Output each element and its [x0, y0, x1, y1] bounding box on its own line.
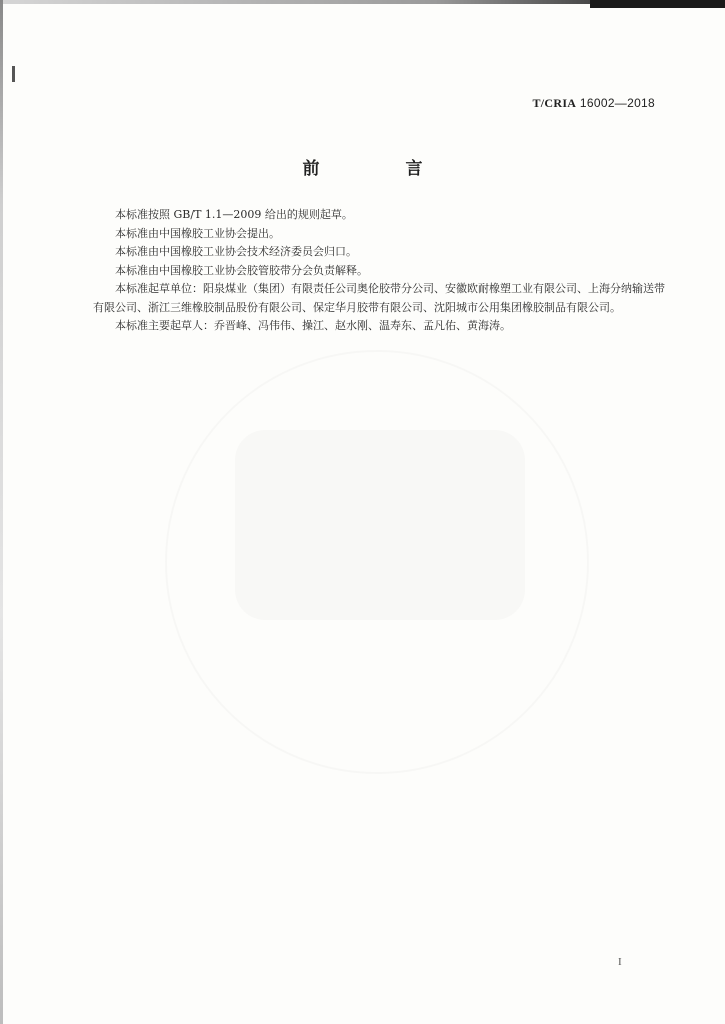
- standard-code: 16002—2018: [579, 96, 655, 110]
- watermark-emblem: [235, 430, 525, 620]
- foreword-paragraph: 本标准由中国橡胶工业协会胶管胶带分会负责解释。: [115, 263, 368, 277]
- foreword-paragraph: 本标准主要起草人：乔晋峰、冯伟伟、操江、赵水刚、温寿东、孟凡佑、黄海涛。: [115, 319, 511, 332]
- page-title: 前 言: [302, 159, 463, 179]
- foreword-body: [93, 206, 665, 336]
- foreword-paragraph: 本标准起草单位：阳泉煤业（集团）有限责任公司奥伦胶带分公司、安徽欧耐橡塑工业有限公司、上海分纳输送带有限公司、浙江三维橡胶制品股份有限公司、保定华月胶带有限公司、沈阳城市公用集团橡胶制品有限公司。: [93, 282, 665, 314]
- standard-number: [532, 96, 655, 111]
- foreword-paragraph: 本标准由中国橡胶工业协会提出。: [115, 226, 280, 240]
- binder-mark: [12, 66, 15, 82]
- page-number: I: [618, 956, 622, 968]
- foreword-paragraph: 本标准按照 GB/T 1.1—2009 给出的规则起草。: [115, 208, 353, 221]
- standard-prefix: T/CRIA: [532, 96, 577, 110]
- scan-edge-top-right: [590, 0, 725, 8]
- foreword-paragraph: 本标准由中国橡胶工业协会技术经济委员会归口。: [115, 245, 357, 258]
